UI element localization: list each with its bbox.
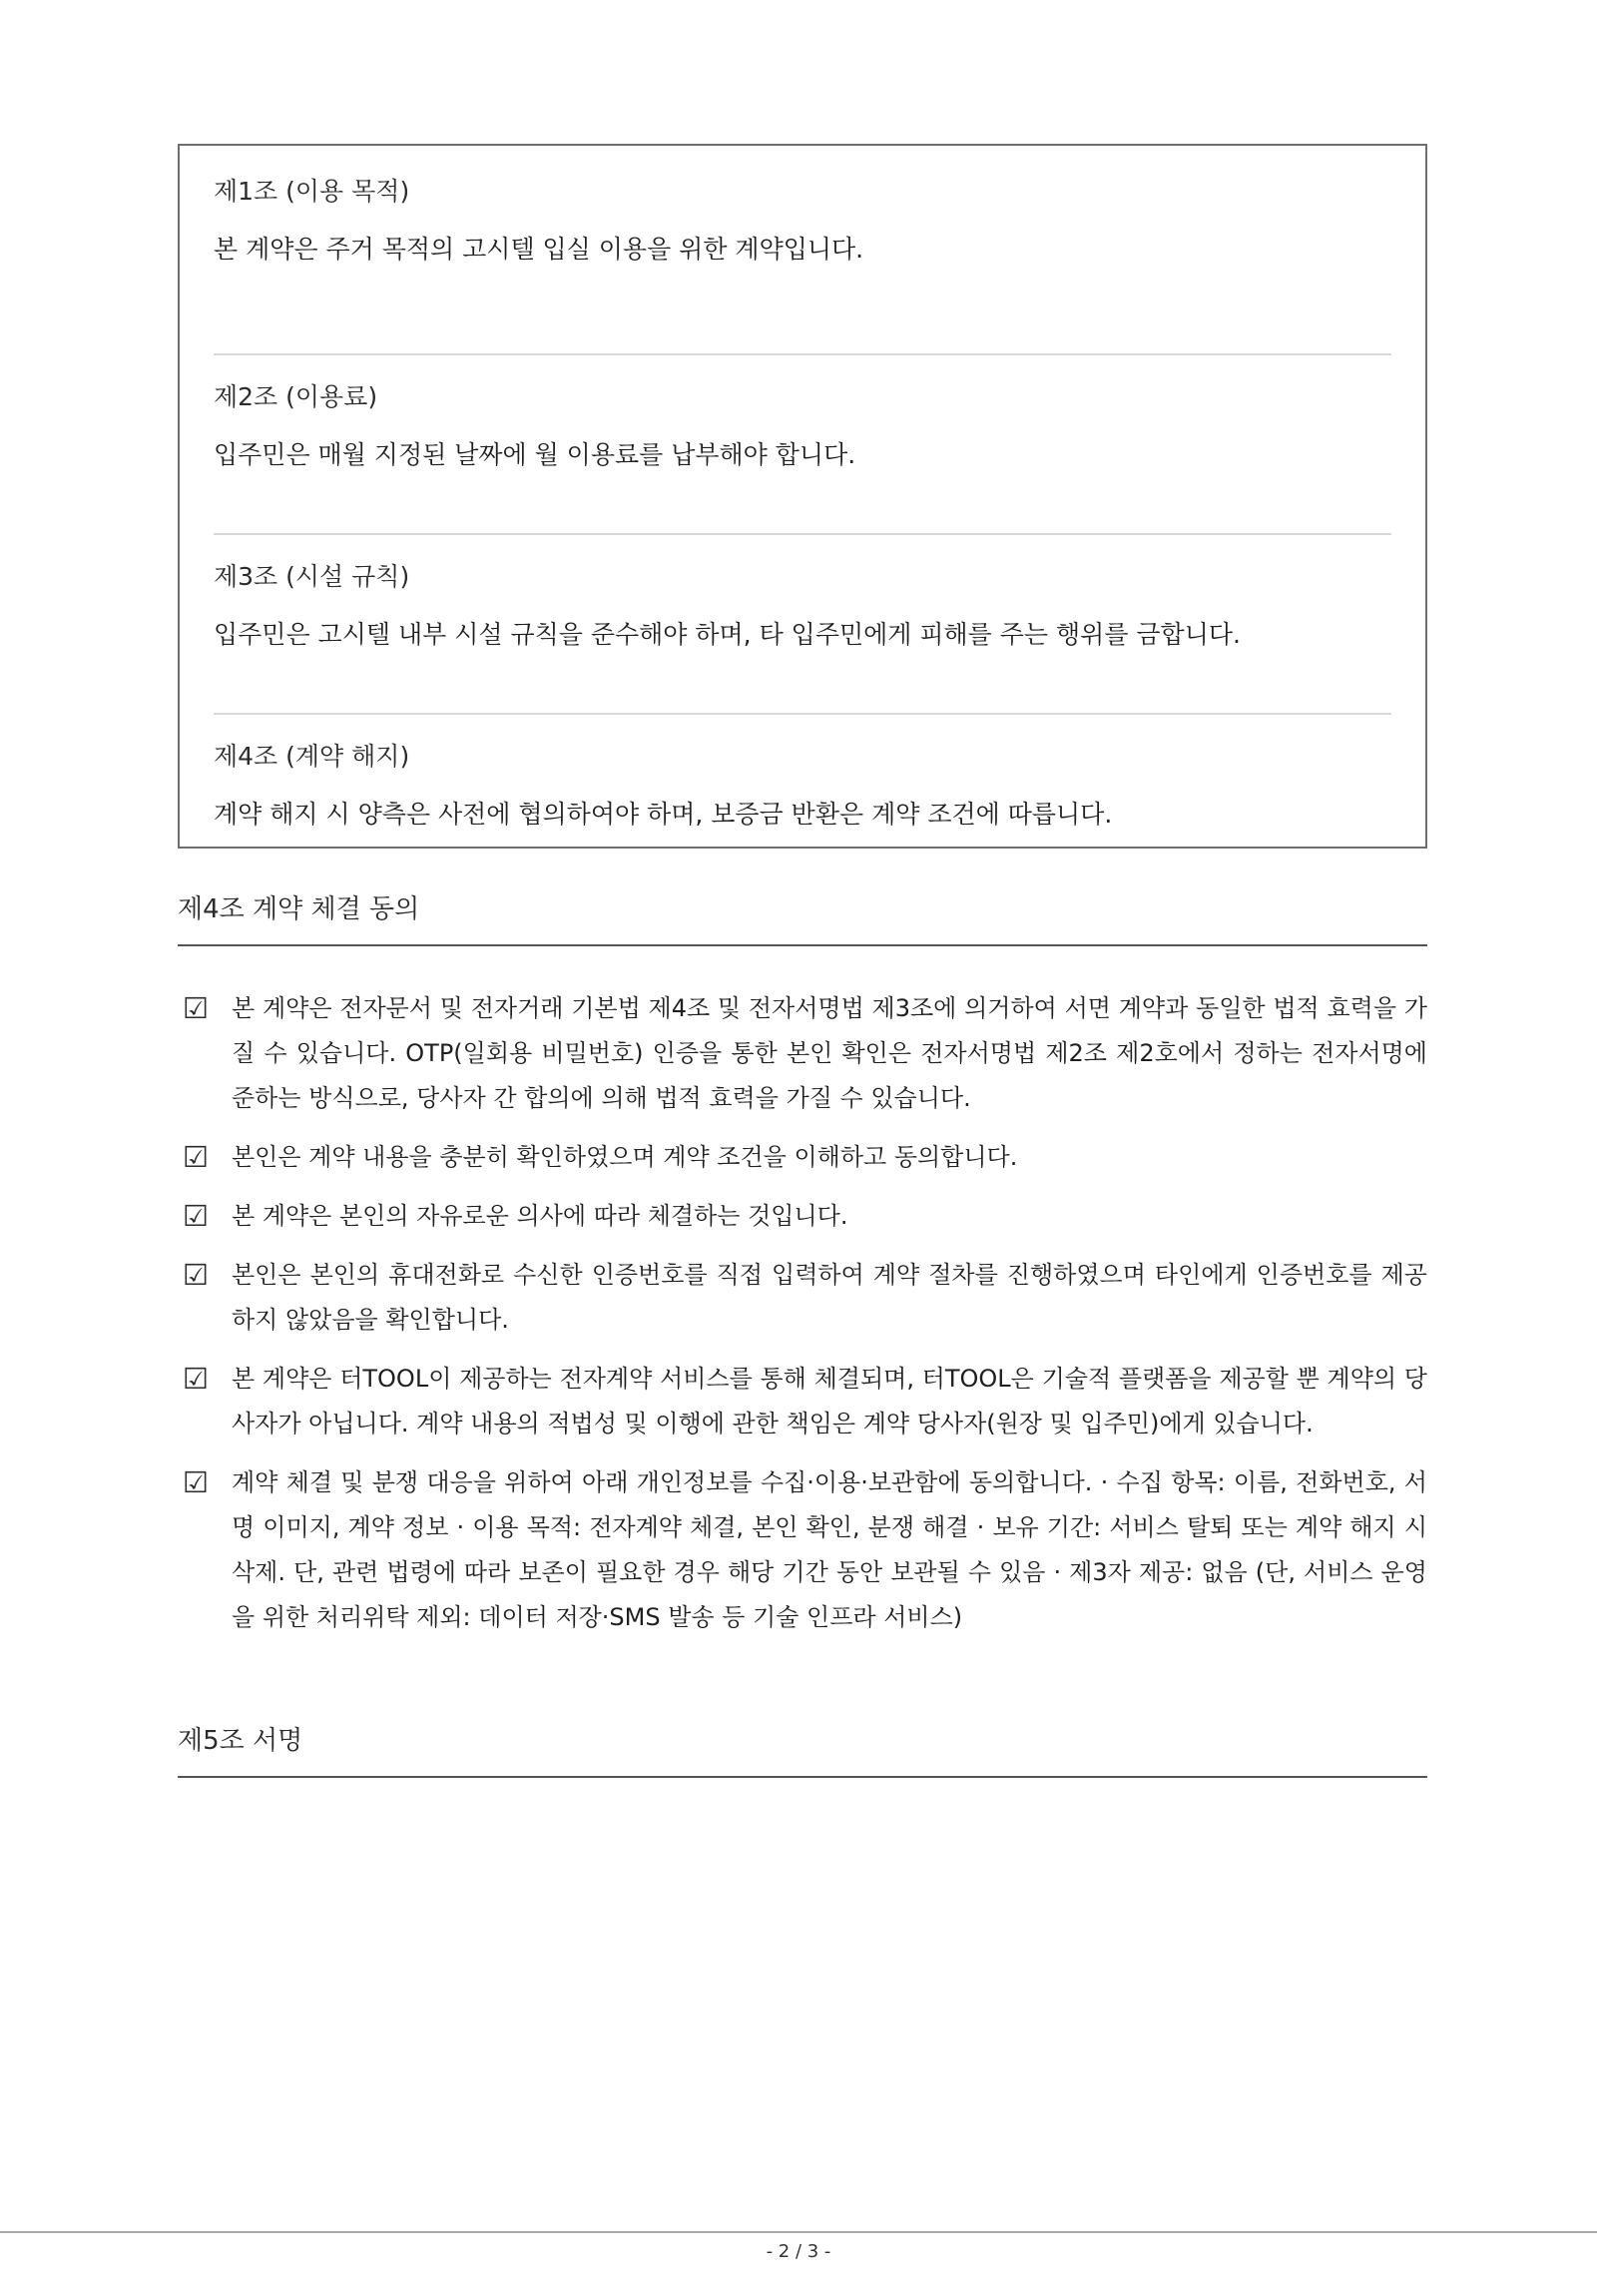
- footer-divider: [0, 2231, 1597, 2233]
- signature-section-title: 제5조 서명: [178, 1722, 1427, 1778]
- check-box-icon: ☑: [183, 1258, 209, 1292]
- consent-item-6: [178, 1460, 1427, 1640]
- check-box-icon: ☑: [183, 1465, 209, 1499]
- consent-text: 본 계약은 본인의 자유로운 의사에 따라 체결하는 것입니다.: [232, 1202, 848, 1230]
- article-2: [214, 353, 1391, 533]
- consent-text: 본 계약은 터TOOL이 제공하는 전자계약 서비스를 통해 체결되며, 터TOOL은 기술적 플랫폼을 제공할 뿐 계약의 당사자가 아닙니다. 계약 내용의 적법성 및 이행에 관한 책임은 계약 당사자(원장 및 입주민)에게 있습니다.: [232, 1365, 1427, 1437]
- article-title: 제3조 (시설 규칙): [214, 562, 410, 591]
- article-4: [214, 713, 1391, 892]
- article-title: 제2조 (이용료): [214, 382, 378, 411]
- check-box-icon: ☑: [183, 1362, 209, 1396]
- consent-text: 본인은 계약 내용을 충분히 확인하였으며 계약 조건을 이해하고 동의합니다.: [232, 1143, 1018, 1171]
- article-text: 입주민은 매월 지정된 날짜에 월 이용료를 납부해야 합니다.: [214, 440, 856, 469]
- consent-item-2: [178, 1135, 1427, 1180]
- article-text: 입주민은 고시텔 내부 시설 규칙을 준수해야 하며, 타 입주민에게 피해를 주는 행위를 금합니다.: [214, 620, 1241, 649]
- consent-item-1: [178, 986, 1427, 1121]
- check-box-icon: ☑: [183, 1199, 209, 1233]
- page-number: - 2 / 3 -: [766, 2241, 831, 2262]
- consent-item-5: [178, 1357, 1427, 1446]
- consent-text: 본인은 본인의 휴대전화로 수신한 인증번호를 직접 입력하여 계약 절차를 진행하였으며 타인에게 인증번호를 제공하지 않았음을 확인합니다.: [232, 1261, 1427, 1334]
- consent-item-3: [178, 1194, 1427, 1239]
- consent-list: [178, 986, 1427, 1654]
- check-box-icon: ☑: [183, 991, 209, 1025]
- consent-item-4: [178, 1253, 1427, 1343]
- article-text: 본 계약은 주거 목적의 고시텔 입실 이용을 위한 계약입니다.: [214, 235, 864, 264]
- article-3: [214, 533, 1391, 713]
- terms-box: [178, 144, 1427, 849]
- article-title: 제4조 (계약 해지): [214, 742, 410, 771]
- article-1: [214, 174, 1391, 353]
- check-box-icon: ☑: [183, 1140, 209, 1174]
- consent-text: 계약 체결 및 분쟁 대응을 위하여 아래 개인정보를 수집·이용·보관함에 동의합니다. · 수집 항목: 이름, 전화번호, 서명 이미지, 계약 정보 · 이용 목적: 전자계약 체결, 본인 확인, 분쟁 해결 · 보유 기간: 서비스 탈퇴 또는 계약 해지 시 삭제. 단, 관련 법령에 따라 보존이 필요한 경우 해당 기간 동안 보관될 수 있음 · 제3자 제공: 없음 (단, 서비스 운영을 위한 처리위탁 제외: 데이터 저장·SMS 발송 등 기술 인프라 서비스): [232, 1468, 1427, 1631]
- consent-section-title: 제4조 계약 체결 동의: [178, 890, 1427, 946]
- consent-text: 본 계약은 전자문서 및 전자거래 기본법 제4조 및 전자서명법 제3조에 의거하여 서면 계약과 동일한 법적 효력을 가질 수 있습니다. OTP(일회용 비밀번호) 인증을 통한 본인 확인은 전자서명법 제2조 제2호에서 정하는 전자서명에 준하는 방식으로, 당사자 간 합의에 의해 법적 효력을 가질 수 있습니다.: [232, 994, 1427, 1112]
- article-text: 계약 해지 시 양측은 사전에 협의하여야 하며, 보증금 반환은 계약 조건에 따릅니다.: [214, 800, 1113, 829]
- article-title: 제1조 (이용 목적): [214, 177, 410, 206]
